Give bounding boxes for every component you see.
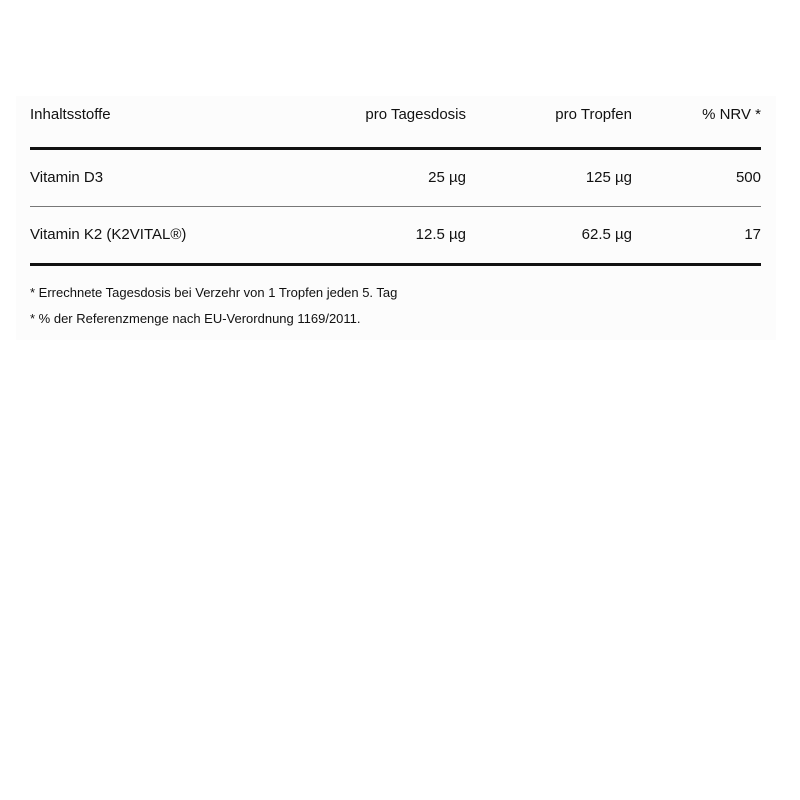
nutrition-table (30, 96, 761, 266)
nrv-value: 17 (744, 226, 761, 243)
nrv-value: 500 (735, 169, 761, 186)
per-drop-value: 125 µg (585, 169, 632, 186)
header-per-daily-dose: pro Tagesdosis (365, 106, 466, 123)
table-row (30, 207, 761, 263)
header-nrv: % NRV * (702, 106, 761, 123)
table-bottom-divider (30, 263, 761, 266)
daily-dose-value: 12.5 µg (415, 226, 466, 243)
header-per-drop: pro Tropfen (555, 106, 632, 123)
per-drop-value: 62.5 µg (581, 226, 632, 243)
daily-dose-value: 25 µg (428, 169, 466, 186)
table-header-row (30, 96, 761, 147)
footnotes (30, 280, 397, 332)
ingredient-name: Vitamin K2 (K2VITAL®) (30, 226, 187, 243)
header-ingredients: Inhaltsstoffe (30, 106, 111, 123)
footnote-daily-dose: * Errechnete Tagesdosis bei Verzehr von 1 Tropfen jeden 5. Tag (30, 285, 398, 300)
ingredient-name: Vitamin D3 (30, 169, 104, 186)
table-row (30, 150, 761, 206)
footnote-nrv-reference: * % der Referenzmenge nach EU-Verordnung 1169/2011. (30, 311, 361, 326)
